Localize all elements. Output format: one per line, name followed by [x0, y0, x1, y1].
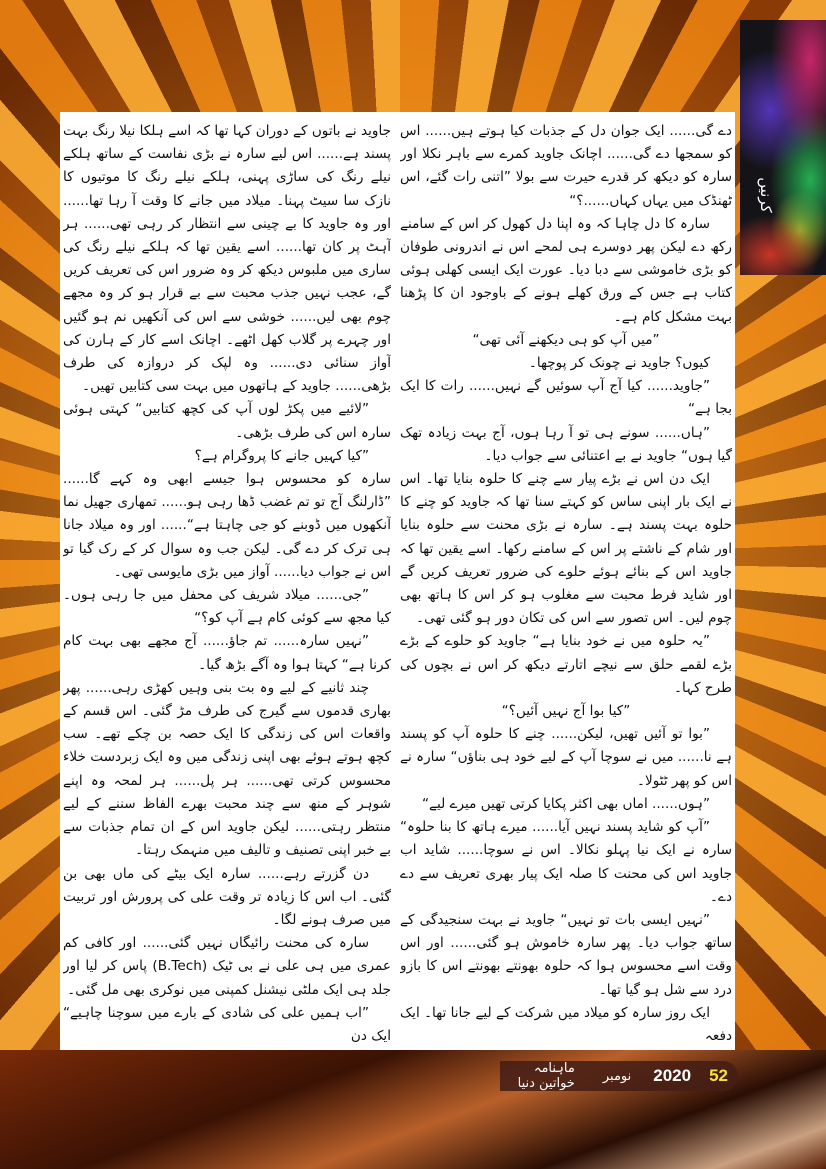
paragraph: سارہ کو محسوس ہوا جیسے ابھی وہ کہے گا...... ”ڈارلنگ آج تو تم غضب ڈھا رہی ہو...... تمھاری جھیل نما آنکھوں میں ڈوبنے کو جی چاہتا ہے“...... اور وہ میلاد جانا ہی ترک کر دے گی۔ لیکن جب وہ سوال کر کے رک گیا تو اس نے جواب دیا...... آواز میں بڑی مایوسی تھی۔ [63, 471, 391, 580]
paragraph: ”کیا کہیں جانے کا پروگرام ہے؟ [194, 447, 369, 464]
paragraph: ”کیا بوا آج نہیں آئیں؟“ [501, 703, 631, 720]
page-footer [500, 1061, 738, 1091]
paragraph: دن گزرتے رہے...... سارہ ایک بیٹے کی ماں بھی بن گئی۔ اب اس کا زیادہ تر وقت علی کی پرورش اور تربیت میں صرف ہونے لگا۔ [63, 865, 391, 928]
paragraph: ”میں آپ کو ہی دیکھنے آئی تھی“ [472, 331, 660, 348]
paragraph: ایک دن اس نے بڑے پیار سے چنے کا حلوہ بنایا تھا۔ اس نے ایک بار اپنی ساس کو کہتے سنا تھا کہ جاوید کو چنے کا حلوہ بہت پسند ہے۔ سارہ نے بڑی محنت سے حلوہ بنایا اور شام کے ناشتے پر اس کے سامنے رکھا۔ اسے یقین تھا کہ جاوید اس کے بنائے ہوئے حلوے کی ضرور تعریف کریں گے اور شاید فرط محبت سے مغلوب ہو کر اس کا ہاتھ بھی چوم لیں۔ اس تصور سے اس کی تکان دور ہو گئی تھی۔ [400, 471, 732, 627]
article-column-right [400, 120, 732, 1045]
section-label-text: کرنیں [756, 177, 775, 213]
article-column-left [63, 120, 391, 1045]
paragraph: ”آپ کو شاید پسند نہیں آیا...... میرے ہاتھ کا بنا حلوہ“ سارہ نے ایک نیا پہلو نکالا۔ اس نے سوچا...... شاید اب جاوید اس کی محنت کا صلہ ایک پیار بھری تعریف سے دے دے۔ [400, 819, 732, 905]
paragraph: ”اب ہمیں علی کی شادی کے بارے میں سوچنا چاہیے“ ایک دن [63, 1004, 391, 1044]
paragraph: جاوید نے باتوں کے دوران کہا تھا کہ اسے ہلکا نیلا رنگ بہت پسند ہے...... اس لیے سارہ نے بڑی نفاست کے ساتھ ہلکے نیلے رنگ کی ساڑی پہنی، ہلکے نیلے رنگ کا موتیوں کا نازک سا سیٹ پہنا۔ میلاد میں جانے کا وقت آ رہا تھا...... اور وہ جاوید کا بے چینی سے انتظار کر رہی تھی...... ہر آہٹ پر کان تھا...... اسے یقین تھا کہ ہلکے نیلے رنگ کی ساری میں ملبوس دیکھ کر وہ ضرور اس کی تعریف کریں گے، عجب نہیں جذب محبت سے بے قرار ہو کر وہ مجھے چوم بھی لیں...... خوشی سے اس کی آنکھیں نم ہو گئیں اور چہرے پر گلاب کھل اٹھے۔ اچانک اسے کار کے ہارن کی آواز سنائی دی...... وہ لپک کر دروازہ کی طرف بڑھی...... جاوید کے ہاتھوں میں بہت سی کتابیں تھیں۔ [63, 123, 391, 395]
paragraph: ”ہوں...... اماں بھی اکثر پکایا کرتی تھیں میرے لیے“ [422, 795, 710, 812]
paragraph: چند ثانیے کے لیے وہ بت بنی وہیں کھڑی رہی...... پھر بھاری قدموں سے گیرج کی طرف مڑ گئی۔ اس قسم کے واقعات اس کی زندگی کا ایک حصہ بن چکے تھے۔ سب کچھ ہوتے ہوئے بھی اپنی زندگی میں وہ ایک زبردست خلاء محسوس کرتی تھی...... ہر پل...... ہر لمحہ وہ اپنے شوہر کے منھ سے چند محبت بھرے الفاظ سننے کے لیے منتظر رہتی...... لیکن جاوید اس کے ان تمام جذبات سے بے خبر اپنی تصنیف و تالیف میں منہمک رہتا۔ [63, 679, 391, 859]
magazine-name: ماہنامہ خواتین دنیا [517, 1061, 575, 1091]
paragraph: ”جاوید...... کیا آج آپ سوئیں گے نہیں...... رات کا ایک بجا ہے“ [400, 378, 732, 418]
paragraph: ”یہ حلوہ میں نے خود بنایا ہے“ جاوید کو حلوے کے بڑے بڑے لقمے حلق سے نیچے اتارتے دیکھ کر اس نے بچوں کی طرح کہا۔ [400, 633, 732, 696]
paragraph: ”ہاں...... سونے ہی تو آ رہا ہوں، آج بہت زیادہ تھک گیا ہوں“ جاوید نے بے اعتنائی سے جواب دیا۔ [400, 424, 732, 464]
paragraph: ”بوا تو آئیں تھیں، لیکن...... چنے کا حلوہ آپ کو پسند ہے نا...... میں نے سوچا آپ کے لیے خود ہی بناؤں“ سارہ نے اس کو پھر ٹٹولا۔ [400, 726, 732, 789]
paragraph: ”نہیں ایسی بات تو نہیں“ جاوید نے بہت سنجیدگی کے ساتھ جواب دیا۔ پھر سارہ خاموش ہو گئی...... اور اس وقت اسے محسوس ہوا کہ حلوہ بھونتے بھونتے اس کا بازو درد سے شل ہو گیا تھا۔ [400, 911, 732, 998]
paragraph: ایک روز سارہ کو میلاد میں شرکت کے لیے جانا تھا۔ ایک دفعہ [400, 1004, 732, 1044]
section-label [746, 160, 786, 230]
section-banner [740, 20, 826, 275]
article-panel [60, 112, 735, 1050]
paragraph: دے گی...... ایک جوان دل کے جذبات کیا ہوتے ہیں...... اس کو سمجھا دے گی...... اچانک جاوید کمرے سے باہر نکلا اور سارہ کو دیکھ کر قدرے حیرت سے بولا ”اتنی رات گئے، اس ٹھنڈک میں یہاں کہاں......؟“ [400, 123, 732, 209]
paragraph: ”نہیں سارہ...... تم جاؤ...... آج مجھے بھی بہت کام کرنا ہے“ کہتا ہوا وہ آگے بڑھ گیا۔ [63, 633, 391, 673]
paragraph: ”جی...... میلاد شریف کی محفل میں جا رہی ہوں۔ کیا مجھ سے کوئی کام ہے آپ کو؟“ [63, 587, 391, 627]
paragraph: کیوں؟ جاوید نے چونک کر پوچھا۔ [528, 355, 710, 372]
paragraph: سارہ کا دل چاہا کہ وہ اپنا دل کھول کر اس کے سامنے رکھ دے لیکن پھر دوسرے ہی لمحے اس نے اندرونی طوفان کو بڑی خاموشی سے دبا دیا۔ عورت ایک ایسی کھلی ہوئی کتاب ہے جس کے ورق کھلے ہونے کے باوجود ان کا پڑھنا بہت مشکل کام ہے۔ [400, 215, 732, 325]
issue-year: 2020 [653, 1066, 692, 1085]
page-number: 52 [709, 1066, 728, 1085]
issue-month: نومبر [602, 1068, 632, 1084]
paragraph: سارہ کی محنت رائیگاں نہیں گئی...... اور کافی کم عمری میں ہی علی نے بی ٹیک (B.Tech) پاس کر لیا اور جلد ہی ایک ملٹی نیشنل کمپنی میں نوکری بھی مل گئی۔ [63, 935, 391, 998]
paragraph: ”لائیے میں پکڑ لوں آپ کی کچھ کتابیں“ کہتی ہوئی سارہ اس کی طرف بڑھی۔ [63, 401, 391, 441]
